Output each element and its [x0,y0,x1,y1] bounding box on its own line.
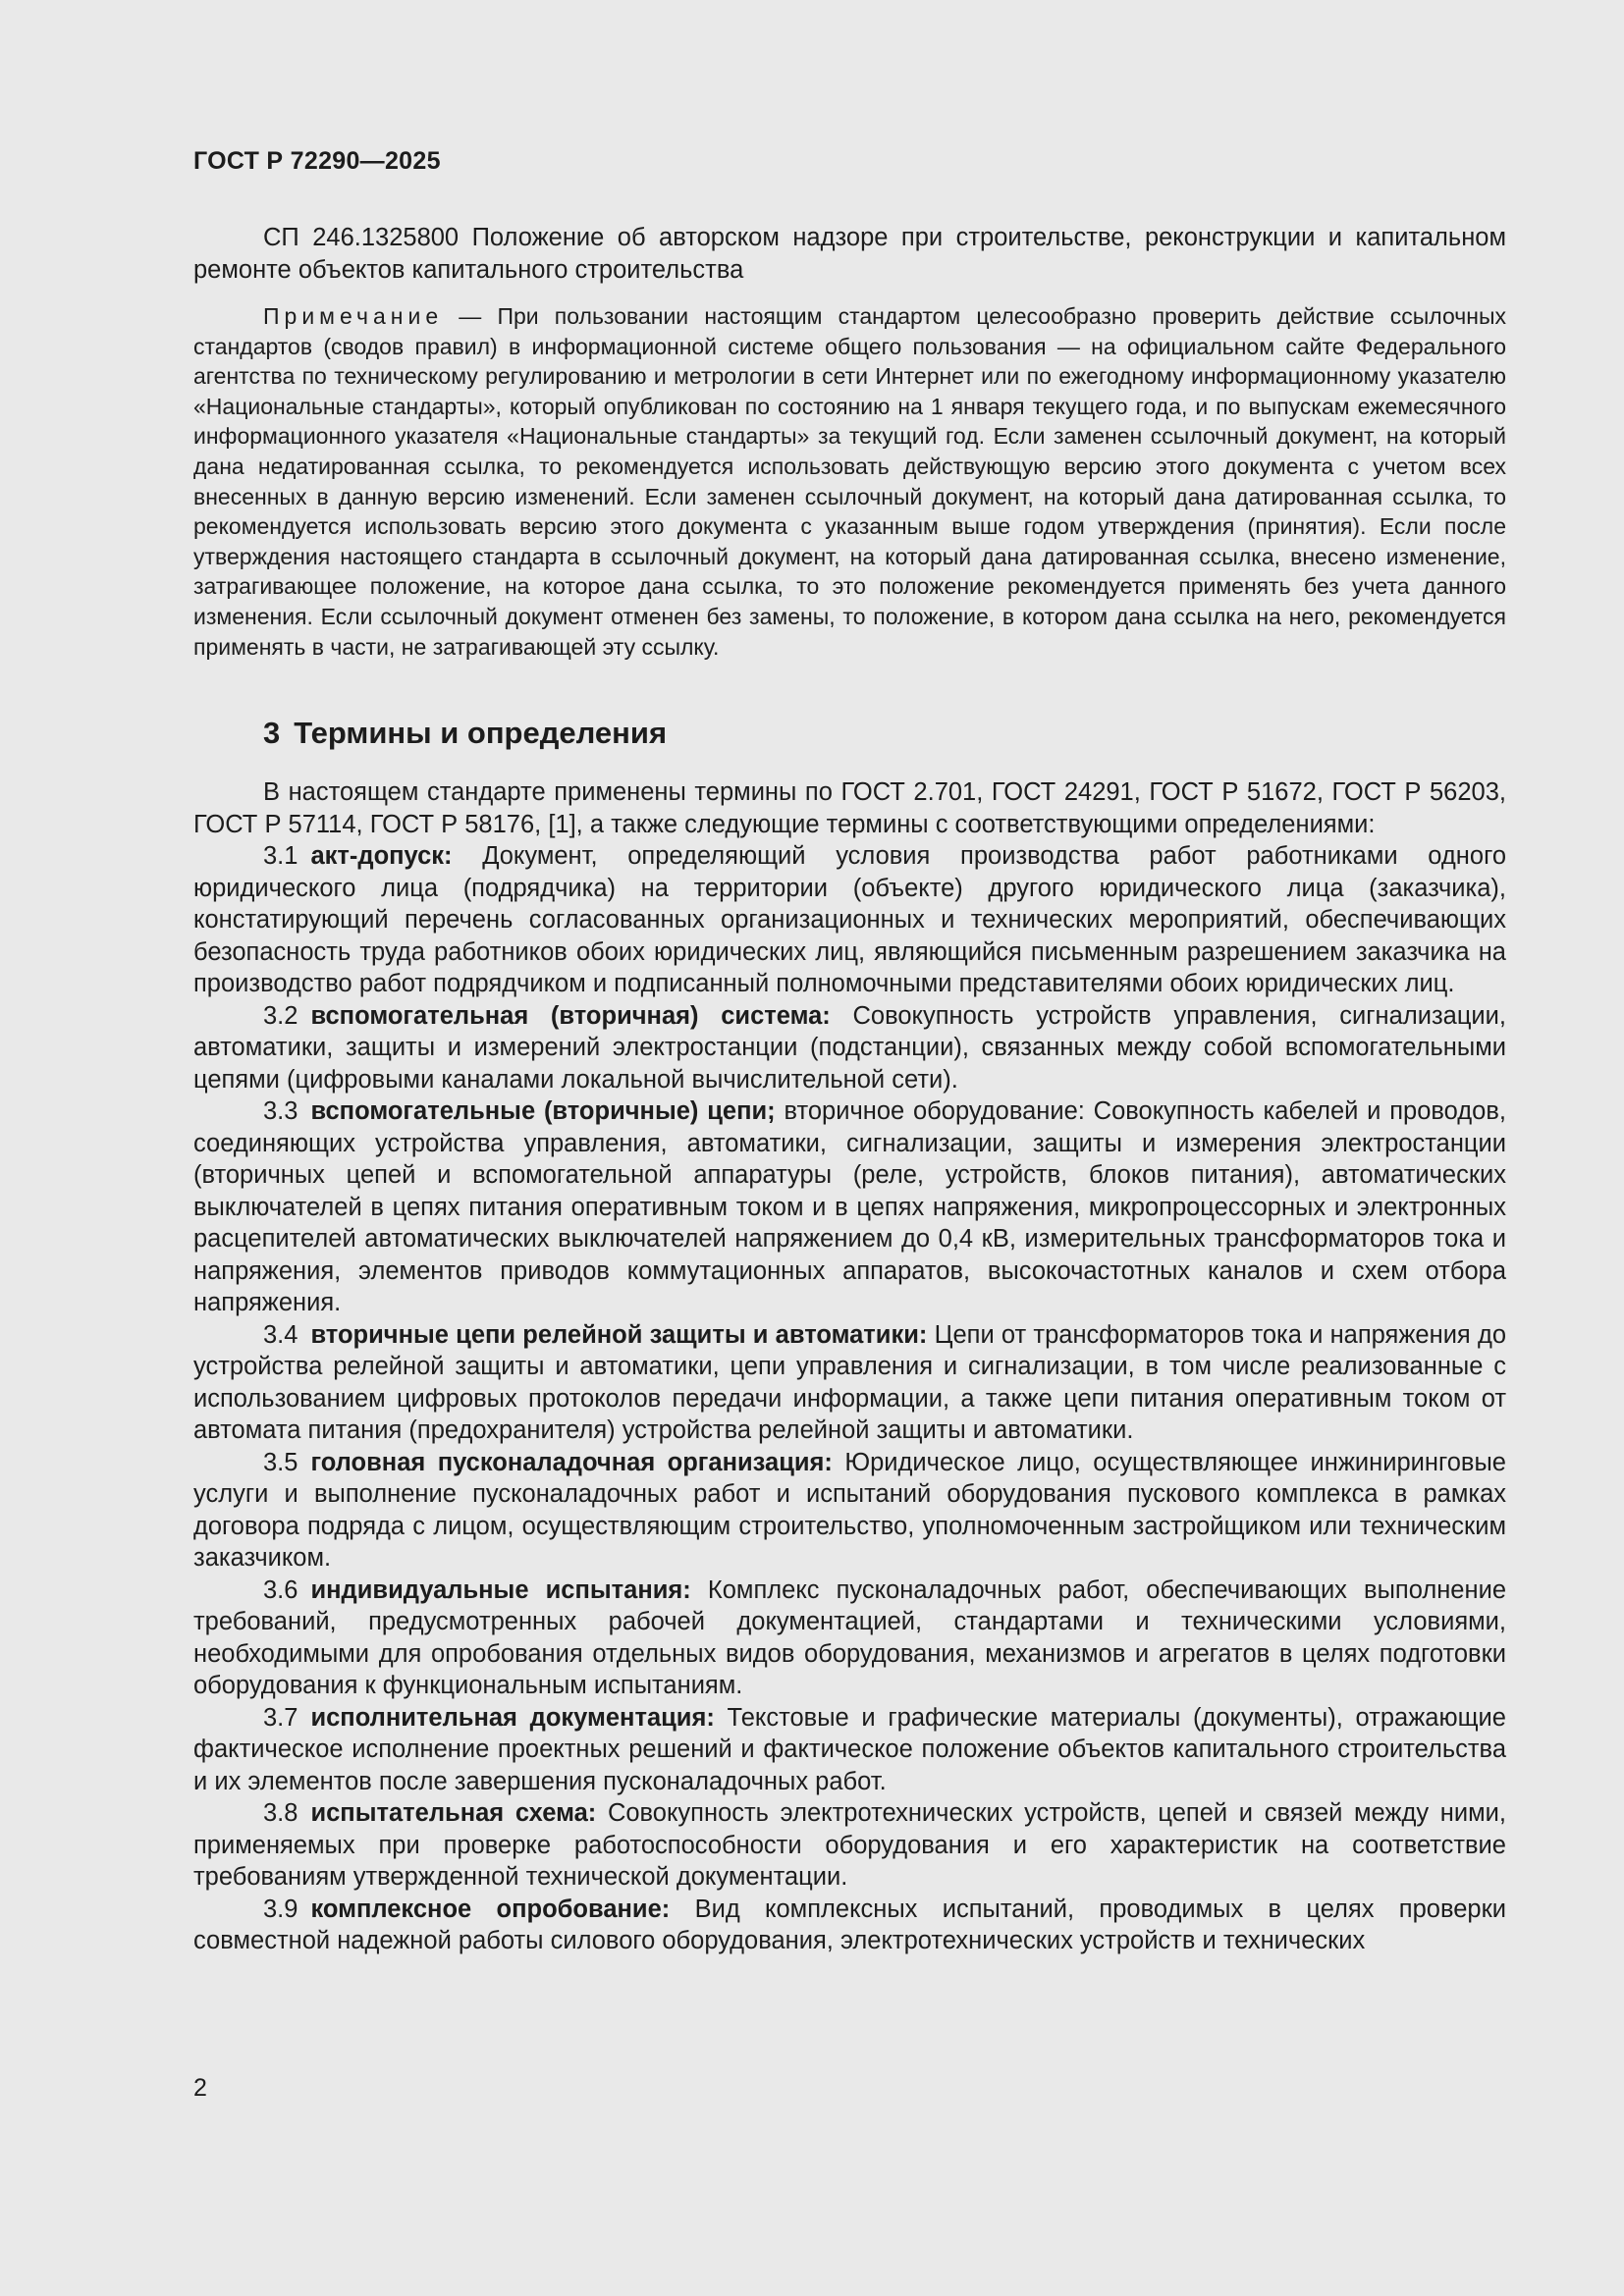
term-definition: Совокупность устройств управления, сигнализации, автоматики, защиты и измерений электростанции (подстанции), связанных между собой вспомогательными цепями (цифровыми каналами локальной вычислительной сети). [193,1001,1506,1094]
note-label: Примечание [263,303,444,329]
term-definition: Вид комплексных испытаний, проводимых в целях проверки совместной надежной работы силового оборудования, электротехнических устройств и технических [193,1895,1507,1955]
section-title: Термины и определения [294,716,668,751]
term-name: индивидуальные испытания: [310,1575,691,1604]
term-number: 3.8 [263,1799,298,1828]
term-name: испытательная схема: [310,1799,597,1828]
reference-paragraph: СП 246.1325800 Положение об авторском надзоре при строительстве, реконструкции и капитальном ремонте объектов капитального строительства [193,224,1506,284]
document-header: ГОСТ Р 72290—2025 [193,147,441,175]
term-definition: Совокупность электротехнических устройств, цепей и связей между ними, применяемых при проверке работоспособности оборудования и его характеристик на соответствие требованиям утвержденной технической документации. [193,1799,1506,1892]
section-heading [263,714,1506,753]
term-entry [193,1095,1506,1319]
section-number: 3 [263,716,281,751]
term-entry [193,1575,1506,1702]
term-entry [193,1702,1506,1798]
term-number: 3.7 [263,1703,298,1732]
note-text: — При пользовании настоящим стандартом целесообразно проверить действие ссылочных стандартов (сводов правил) в информационной системе общего пользования — на официальном сайте Федерального агентства по техническому регулированию и метрологии в сети Интернет или по ежегодному информационному указателю «Национальные стандарты», который опубликован по состоянию на 1 января текущего года, и по выпускам ежемесячного информационного указателя «Национальные стандарты» за текущий год. Если заменен ссылочный документ, на который дана недатированная ссылка, то рекомендуется использовать действующую версию этого документа с учетом всех внесенных в данную версию изменений. Если заменен ссылочный документ, на который дана датированная ссылка, то рекомендуется использовать версию этого документа с указанным выше годом утверждения (принятия). Если после утверждения настоящего стандарта в ссылочный документ, на который дана датированная ссылка, внесено изменение, затрагивающее положение, на которое дана ссылка, то это положение рекомендуется применять без учета данного изменения. Если ссылочный документ отменен без замены, то положение, в котором дана ссылка на него, рекомендуется применять в части, не затрагивающей эту ссылку. [193,303,1506,660]
term-name: вспомогательные (вторичные) цепи; [310,1097,776,1126]
note-paragraph [193,301,1506,662]
term-number: 3.2 [263,1001,298,1030]
term-name: комплексное опробование: [310,1895,671,1923]
term-definition: Цепи от трансформаторов тока и напряжения до устройства релейной защиты и автоматики, цепи управления и сигнализации, в том числе реализованные с использованием цифровых протоколов передачи информации, а также цепи питания оперативным током от автомата питания (предохранителя) устройства релейной защиты и автоматики. [193,1320,1507,1445]
term-number: 3.6 [263,1575,298,1604]
term-entry [193,1894,1506,1957]
term-definition: Юридическое лицо, осуществляющее инжиниринговые услуги и выполнение пусконаладочных работ и испытаний оборудования пускового комплекса в рамках договора подряда с лицом, осуществляющим строительство, уполномоченным застройщиком или техническим заказчиком. [193,1448,1506,1573]
term-name: акт-допуск: [310,842,453,871]
term-definition: вторичное оборудование: Совокупность кабелей и проводов, соединяющих устройства управления, автоматики, сигнализации, защиты и измерения электростанции (вторичных цепей и вспомогательной аппаратуры (реле, устройств, блоков питания), автоматических выключателей в цепях питания оперативным током и в цепях напряжения, микропроцессорных и электронных расцепителей автоматических выключателей напряжением до 0,4 кВ, измерительных трансформаторов тока и напряжения, элементов приводов коммутационных аппаратов, высокочастотных каналов и схем отбора напряжения. [193,1097,1506,1317]
term-name: головная пусконаладочная организация: [310,1448,833,1476]
term-number: 3.5 [263,1448,298,1476]
term-number: 3.3 [263,1097,298,1126]
term-name: вспомогательная (вторичная) система: [310,1001,831,1030]
term-number: 3.9 [263,1895,298,1923]
term-entry [193,840,1506,1000]
term-definition: Документ, определяющий условия производства работ работниками одного юридического лица (подрядчика) на территории (объекте) другого юридического лица (заказчика), констатирующий перечень согласованных организационных и технических мероприятий, обеспечивающих безопасность труда работников обоих юридических лиц, являющийся письменным разрешением заказчика на производство работ подрядчиком и подписанный полномочными представителями обоих юридических лиц. [193,842,1506,998]
intro-paragraph: В настоящем стандарте применены термины по ГОСТ 2.701, ГОСТ 24291, ГОСТ Р 51672, ГОСТ Р 56203, ГОСТ Р 57114, ГОСТ Р 58176, [1], а также следующие термины с соответствующими определениями: [193,778,1506,838]
term-definition: Комплекс пусконаладочных работ, обеспечивающих выполнение требований, предусмотренных рабочей документацией, стандартами и техническими условиями, необходимыми для опробования отдельных видов оборудования, механизмов и агрегатов в целях подготовки оборудования к функциональным испытаниям. [193,1575,1507,1700]
page-number: 2 [193,2074,207,2102]
term-entry [193,1797,1506,1894]
term-name: исполнительная документация: [310,1703,715,1732]
term-entry [193,1319,1506,1447]
page-content [193,222,1506,1957]
term-name: вторичные цепи релейной защиты и автоматики: [310,1320,928,1349]
term-entry [193,1447,1506,1575]
term-number: 3.4 [263,1320,298,1349]
term-definition: Текстовые и графические материалы (документы), отражающие фактическое исполнение проектных решений и фактическое положение объектов капитального строительства и их элементов после завершения пусконаладочных работ. [193,1703,1506,1795]
term-entry [193,1000,1506,1096]
term-number: 3.1 [263,842,298,871]
